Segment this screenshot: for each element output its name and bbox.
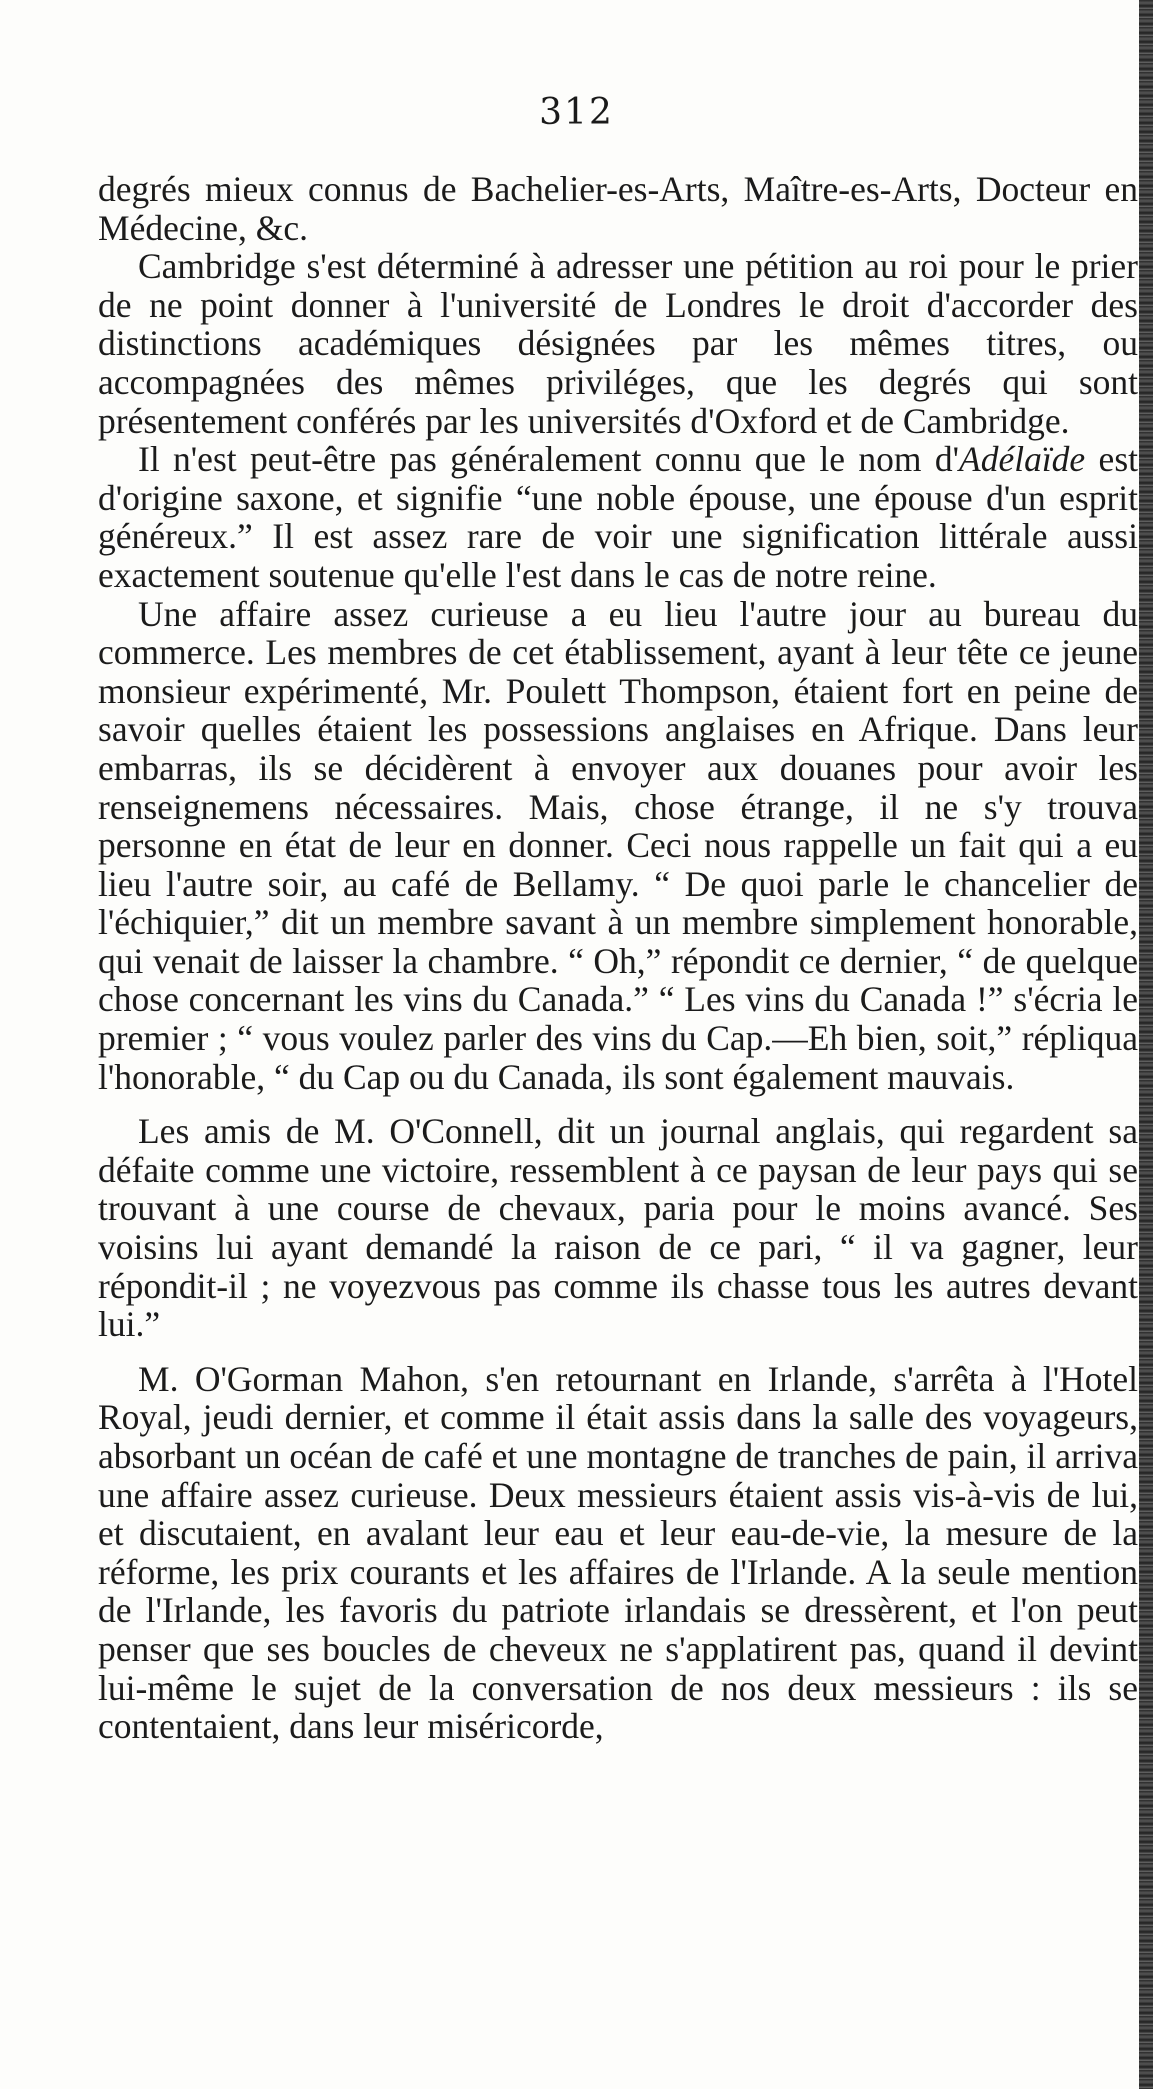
adelaide-text-after: est d'origine saxone, et signifie “une noble épouse, une épouse d'un esprit généreux.” Il est assez rare de voir une signification littérale aussi exactement soutenue qu'elle l'est dans le cas de notre reine. <box>98 439 1138 595</box>
paragraph-degrees-continuation: degrés mieux connus de Bachelier-es-Arts, Maître-es-Arts, Docteur en Médecine, &c. <box>98 169 1138 248</box>
paragraph-adelaide-name <box>98 440 1138 594</box>
scan-edge-shadow <box>1139 0 1153 2089</box>
adelaide-italic-name: Adélaïde <box>959 439 1086 480</box>
paragraph-cambridge-petition: Cambridge s'est déterminé à adresser une pétition au roi pour le prier de ne point donner à l'université de Londres le droit d'accorder des distinctions académiques désignées par les mêmes titres, ou accompagnées des mêmes priviléges, que les degrés qui sont présentement conférés par les universités d'Oxford et de Cambridge. <box>98 246 1138 441</box>
page-number: 312 <box>539 92 614 133</box>
paragraph-board-of-trade: Une affaire assez curieuse a eu lieu l'autre jour au bureau du commerce. Les membres de cet établissement, ayant à leur tête ce jeune monsieur expérimenté, Mr. Poulett Thompson, étaient fort en peine de savoir quelles étaient les possessions anglaises en Afrique. Dans leur embarras, ils se décidèrent à envoyer aux douanes pour avoir les renseignemens nécessaires. Mais, chose étrange, il ne s'y trouva personne en état de leur en donner. Ceci nous rappelle un fait qui a eu lieu l'autre soir, au café de Bellamy. “ De quoi parle le chancelier de l'échiquier,” dit un membre savant à un membre simplement honorable, qui venait de laisser la chambre. “ Oh,” répondit ce dernier, “ de quelque chose concernant les vins du Canada.” “ Les vins du Canada !” s'écria le premier ; “ vous voulez parler des vins du Cap.—Eh bien, soit,” répliqua l'honorable, “ du Cap ou du Canada, ils sont également mauvais. <box>98 593 1138 1097</box>
paragraph-ogorman-mahon: M. O'Gorman Mahon, s'en retournant en Irlande, s'arrêta à l'Hotel Royal, jeudi dernier, et comme il était assis dans la salle des voyageurs, absorbant un océan de café et une montagne de tranches de pain, il arriva une affaire assez curieuse. Deux messieurs étaient assis vis-à-vis de lui, et discutaient, en avalant leur eau et leur eau-de-vie, la mesure de la réforme, les prix courants et les affaires de l'Irlande. A la seule mention de l'Irlande, les favoris du patriote irlandais se dressèrent, et l'on peut penser que ses boucles de cheveux ne s'applatirent pas, quand il devint lui-même le sujet de la conversation de nos deux messieurs : ils se contentaient, dans leur miséricorde, <box>98 1358 1138 1747</box>
adelaide-text-before: Il n'est peut-être pas généralement connu que le nom d' <box>138 439 960 480</box>
paragraph-oconnell-friends: Les amis de M. O'Connell, dit un journal anglais, qui regardent sa défaite comme une victoire, ressemblent à ce paysan de leur pays qui se trouvant à une course de chevaux, paria pour le moins avancé. Ses voisins lui ayant demandé la raison de ce pari, “ il va gagner, leur répondit-il ; ne voyezvous pas comme ils chasse tous les autres devant lui.” <box>98 1111 1138 1345</box>
body-text <box>98 170 1138 1746</box>
